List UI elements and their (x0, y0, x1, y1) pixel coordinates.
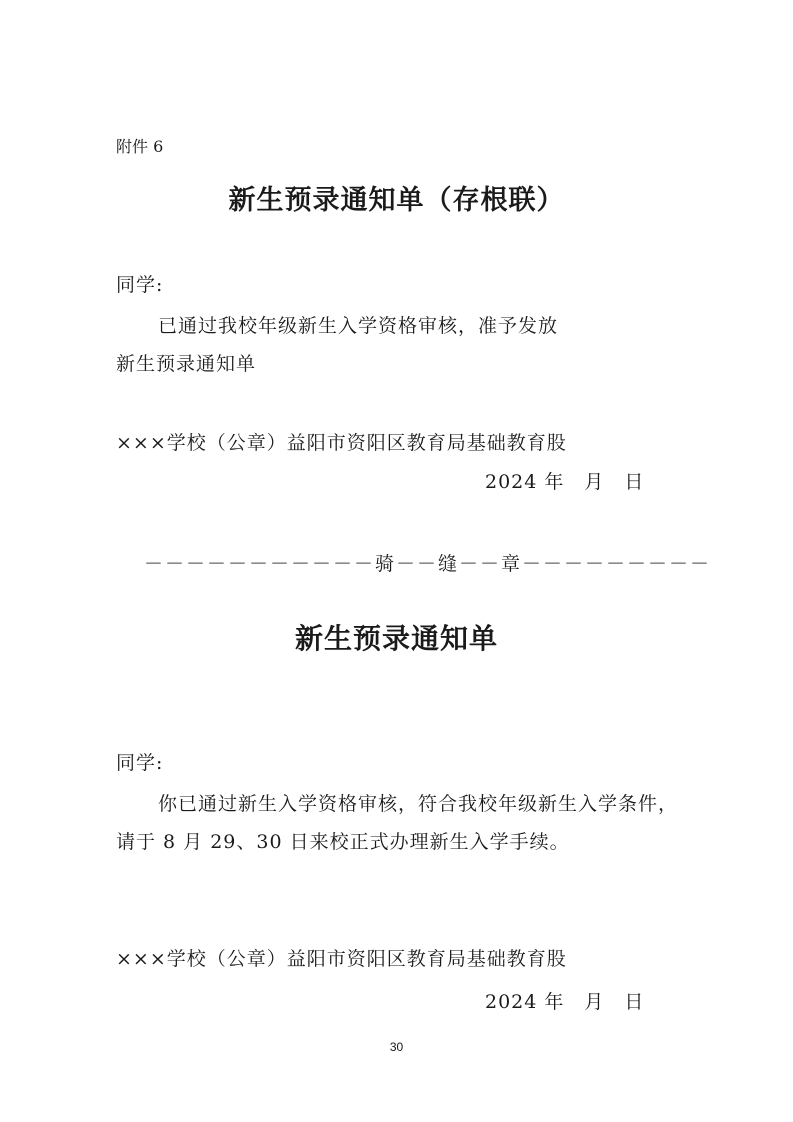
stub-salutation: 同学: (116, 274, 164, 296)
stub-body-line1: 已通过我校年级新生入学资格审核，准予发放 (158, 315, 559, 337)
attachment-label: 附件 6 (116, 137, 164, 156)
stub-date: 2024 年 月 日 (485, 471, 645, 493)
notice-body-line1: 你已通过新生入学资格审核，符合我校年级新生入学条件， (158, 793, 679, 815)
page-number: 30 (389, 1040, 404, 1054)
notice-title: 新生预录通知单 (294, 622, 498, 655)
stub-body-line2: 新生预录通知单 (116, 353, 257, 375)
notice-issuer: ×××学校（公章）益阳市资阳区教育局基础教育股 (116, 948, 567, 970)
stub-title: 新生预录通知单（存根联） (228, 185, 565, 216)
seam-stamp-line: －－－－－－－－－－－骑－－缝－－章－－－－－－－－－ (144, 553, 712, 575)
stub-issuer: ×××学校（公章）益阳市资阳区教育局基础教育股 (116, 432, 567, 454)
notice-body-line2: 请于 8 月 29、30 日来校正式办理新生入学手续。 (116, 831, 570, 853)
notice-salutation: 同学: (116, 752, 164, 774)
notice-date: 2024 年 月 日 (485, 991, 645, 1013)
